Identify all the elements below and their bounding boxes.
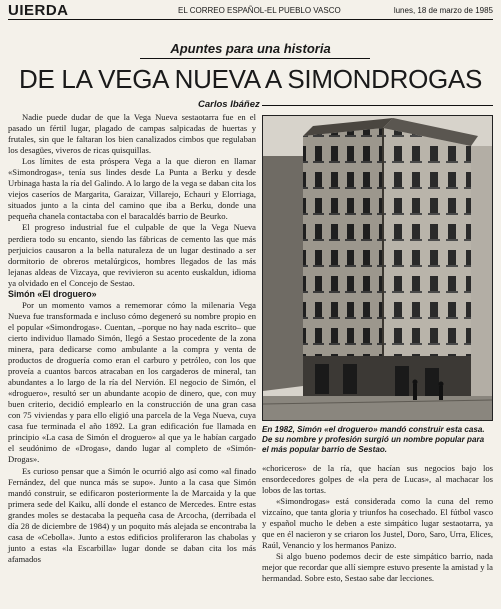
article-subhead: Simón «El droguero» (8, 288, 97, 299)
section-name: UIERDA (8, 2, 69, 19)
masthead (8, 2, 493, 18)
right-column (262, 463, 493, 585)
issue-date: lunes, 18 de marzo de 1985 (393, 6, 493, 15)
paragraph: Si algo bueno podemos decir de este simpático barrio, nada mejor que recordar que allí siempre estuvo presente la amistad y la hermandad. Sobre esto, Sestao sabe dar lecciones. (262, 551, 493, 584)
article-kicker: Apuntes para una historia (170, 41, 331, 56)
byline-rule (262, 105, 493, 106)
paragraph: Por un momento vamos a rememorar cómo la milenaria Vega Nueva fue transformada e incluso cómo degeneró su nombre propio en el popular «Simondrogas». Cuentan, –porque no hay nada escrito– que cierto individuo llamado Simón, llegó a Sestao procedente de la zona minera, para dedicarse como ambulante a la compra y venta de productos de droguería como eran el carburo y petróleo, con los que proveía a cuantos barcos atracaban en los cargaderos de mineral, tan abundantes a lo largo de la ría del Nervión. El negocio de Simón, el «droguero», resultó ser un abundante acopio de dinero, que, con muy buen criterio, decidió emplearlo en la construcción de una gran casa con 75 viviendas y para ello eligió una parcela de la Vega Nueva, cuya casa fue terminada el año 1892. La gran edificación fue llamada en principio «La casa de Simón el droguero» al que ya le habían cargado el seudónimo de «Drogas», dando lugar al completo de «Simón-Drogas». (8, 299, 256, 465)
building-photo (262, 115, 493, 421)
paragraph: Nadie puede dudar de que la Vega Nueva sestaotarra fue en el pasado un fértil lugar, plagado de campas salpicadas de huertas y frutales, sin que le faltaran los bien canalizados cimbos que regulaban los desagües, viveros de ricas quisquillas. (8, 112, 256, 156)
paragraph: El progreso industrial fue el culpable de que la Vega Nueva perdiera todo su encanto, siendo las fábricas de cemento las que más perjuicios causaron a la bella naturaleza de un lugar destinado a ser dormitorio de obreros metalúrgicos, hombres llegados de las más lejanas aldeas de Vizcaya, que revivieron su acento euskaldun, idioma ya olvidado en el Concejo de Sestao. (8, 222, 256, 288)
article-headline: DE LA VEGA NUEVA A SIMONDROGAS (18, 64, 482, 94)
paragraph: Es curioso pensar que a Simón le ocurrió algo así como «al finado Fernández, del que nunca más se supo». Junto a la casa que Simón mandó construir, se edificaron posteriormente la de Marcaida y la que primera sede del Kaiku, allí donde el estanco de Mercedes. Entre estas grandes moles se destacaba la pequeña casa de Arcocha, (derribada el día 28 de diciembre de 1984) y un poquito más alejada se encontraba la casa de «Cebolla». Junto a estos edificios proliferaron las chabolas y junto a estas «la Escarbilla» lugar donde se daban cita los más afamados (8, 465, 256, 564)
paragraph: Los límites de esta próspera Vega a la que dieron en llamar «Simondrogas», tenía sus lindes desde La Punta a Berku y desde Urbinaga hasta la ría del Galindo. A lo largo de la vega se daban cita los viejos caseríos de Margarita, Garaizar, Villarejo, Echauri y Elorriaga, situados junto a la cinta del camino que iba a Berku, donde una pequeña chanela contactaba con el baracaldés barrio de Beurko. (8, 156, 256, 222)
paragraph: «choriceros» de la ría, que hacían sus negocios bajo los ensordecedores golpes de «la pera de Lucas», al machacar los lobos de las tortas. (262, 463, 493, 496)
paragraph: «Simondrogas» está considerada como la cuna del remo vizcaíno, que tanta gloria y triunfos ha cosechado. El fútbol vasco y español mucho le deben a este simpático lugar sestaotarra, ya que en él nacieron y se criaron los Justel, Doro, Saro, Urra, Elices, Raúl, Venancio y los hermanos Panizo. (262, 496, 493, 551)
photo-caption: En 1982, Simón «el droguero» mandó construir esta casa. De su nombre y profesión surgió un nombre popular para el más popular barrio de Sestao. (262, 425, 485, 455)
building-photo-image (263, 116, 493, 421)
kicker-rule (140, 58, 370, 59)
left-column (8, 112, 256, 565)
masthead-rule (8, 19, 493, 20)
article-byline: Carlos Ibáñez (198, 99, 260, 110)
newspaper-name: EL CORREO ESPAÑOL-EL PUEBLO VASCO (178, 6, 341, 15)
